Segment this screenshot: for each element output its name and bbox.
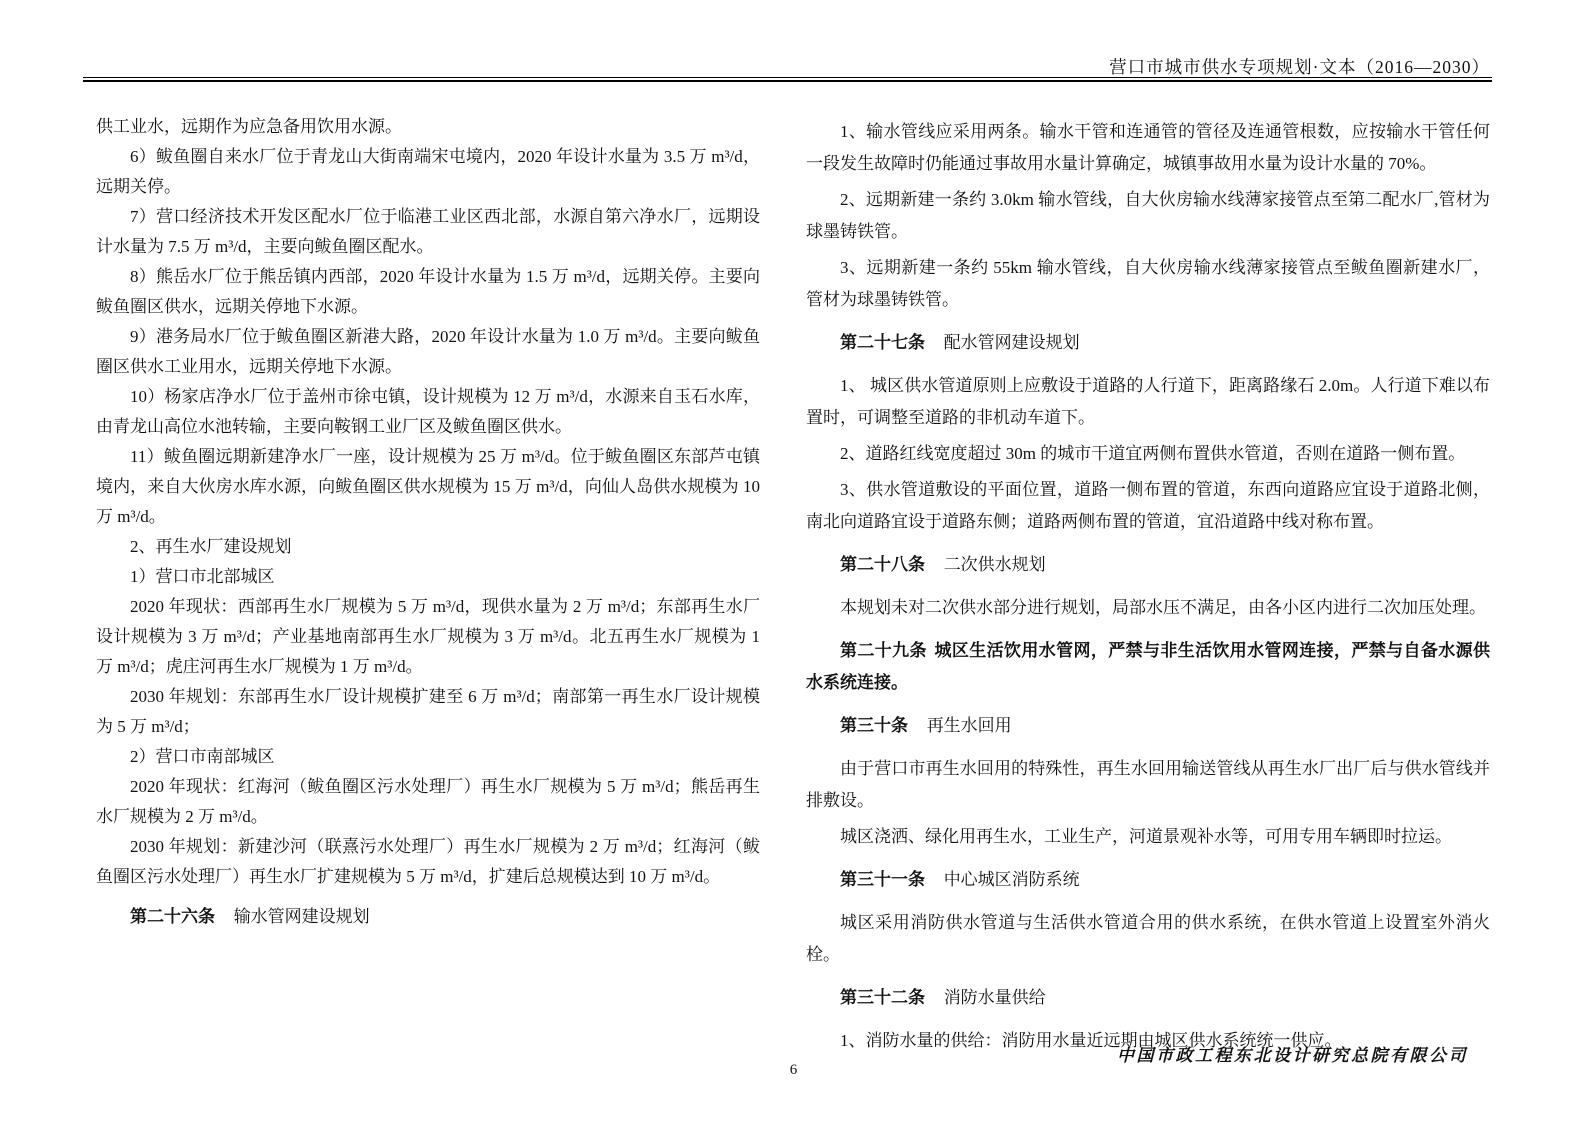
paragraph: 3、供水管道敷设的平面位置，道路一侧布置的管道，东西向道路应宜设于道路北侧，南北向道路宜设于道路东侧；道路两侧布置的管道，宜沿道路中线对称布置。 bbox=[806, 480, 1490, 531]
article-heading bbox=[806, 635, 1490, 699]
paragraph: 2020 年现状：西部再生水厂规模为 5 万 m³/d，现供水量为 2 万 m³/d；东部再生水厂设计规模为 3 万 m³/d；产业基地南部再生水厂规模为 3 万 m³/d。北五再生水厂规模为 1 万 m³/d；虎庄河再生水厂规模为 1 万 m³/d。 bbox=[96, 597, 760, 676]
paragraph: 9）港务局水厂位于鲅鱼圈区新港大路，2020 年设计水量为 1.0 万 m³/d。主要向鲅鱼圈区供水工业用水，远期关停地下水源。 bbox=[96, 327, 760, 376]
article-title: 配水管网建设规划 bbox=[943, 333, 1080, 352]
article-number: 第二十六条 bbox=[130, 907, 215, 926]
paragraph: 1、输水管线应采用两条。输水干管和连通管的管径及连通管根数，应按输水干管任何一段发生故障时仍能通过事故用水量计算确定，城镇事故用水量为设计水量的 70%。 bbox=[806, 122, 1490, 173]
page-number: 6 bbox=[789, 1062, 798, 1078]
paragraph: 本规划未对二次供水部分进行规划，局部水压不满足，由各小区内进行二次加压处理。 bbox=[840, 598, 1486, 617]
article-title: 再生水回用 bbox=[926, 716, 1012, 735]
paragraph: 城区采用消防供水管道与生活供水管道合用的供水系统，在供水管道上设置室外消火栓。 bbox=[806, 913, 1490, 964]
article-title: 输水管网建设规划 bbox=[233, 907, 370, 926]
paragraph: 供工业水，远期作为应急备用饮用水源。 bbox=[96, 117, 402, 136]
paragraph: 1）营口市北部城区 bbox=[130, 567, 275, 586]
paragraph: 3、远期新建一条约 55km 输水管线，自大伙房输水线薄家接管点至鲅鱼圈新建水厂，管材为球墨铸铁管。 bbox=[806, 258, 1490, 309]
article-number: 第二十九条 bbox=[840, 641, 927, 660]
paragraph: 2020 年现状：红海河（鲅鱼圈区污水处理厂）再生水厂规模为 5 万 m³/d；熊岳再生水厂规模为 2 万 m³/d。 bbox=[96, 777, 760, 826]
article-number: 第三十一条 bbox=[840, 870, 925, 889]
article-number: 第三十二条 bbox=[840, 988, 925, 1007]
article-title: 二次供水规划 bbox=[943, 555, 1046, 574]
paragraph: 1、 城区供水管道原则上应敷设于道路的人行道下，距离路缘石 2.0m。人行道下难以布置时，可调整至道路的非机动车道下。 bbox=[806, 376, 1490, 427]
article-heading bbox=[806, 549, 1490, 581]
article-heading bbox=[806, 327, 1490, 359]
paragraph: 7）营口经济技术开发区配水厂位于临港工业区西北部，水源自第六净水厂，远期设计水量为 7.5 万 m³/d，主要向鲅鱼圈区配水。 bbox=[96, 207, 760, 256]
article-heading bbox=[806, 982, 1490, 1014]
right-column bbox=[806, 112, 1490, 1061]
article-heading bbox=[96, 902, 760, 932]
article-title: 消防水量供给 bbox=[943, 988, 1046, 1007]
footer-company-name: 中国市政工程东北设计研究总院有限公司 bbox=[1117, 1046, 1468, 1065]
paragraph: 2）营口市南部城区 bbox=[130, 747, 275, 766]
paragraph: 2、再生水厂建设规划 bbox=[130, 537, 292, 556]
paragraph: 2030 年规划：东部再生水厂设计规模扩建至 6 万 m³/d；南部第一再生水厂设计规模为 5 万 m³/d； bbox=[96, 687, 760, 736]
paragraph: 城区浇洒、绿化用再生水，工业生产，河道景观补水等，可用专用车辆即时拉运。 bbox=[840, 827, 1452, 846]
page-header-title: 营口市城市供水专项规划·文本（2016—2030） bbox=[1109, 57, 1490, 77]
article-heading bbox=[806, 710, 1490, 742]
paragraph: 2、道路红线宽度超过 30m 的城市干道宜两侧布置供水管道，否则在道路一侧布置。 bbox=[840, 444, 1466, 463]
two-column-body bbox=[96, 112, 1490, 1061]
article-number: 第三十条 bbox=[840, 716, 908, 735]
paragraph: 10）杨家店净水厂位于盖州市徐屯镇，设计规模为 12 万 m³/d，水源来自玉石水库，由青龙山高位水池转输，主要向鞍钢工业厂区及鲅鱼圈区供水。 bbox=[96, 387, 760, 436]
article-title: 城区生活饮用水管网，严禁与非生活饮用水管网连接，严禁与自备水源供水系统连接。 bbox=[806, 641, 1491, 692]
paragraph: 2、远期新建一条约 3.0km 输水管线，自大伙房输水线薄家接管点至第二配水厂,管材为球墨铸铁管。 bbox=[806, 190, 1490, 241]
article-number: 第二十八条 bbox=[840, 555, 925, 574]
paragraph: 8）熊岳水厂位于熊岳镇内西部，2020 年设计水量为 1.5 万 m³/d，远期关停。主要向鲅鱼圈区供水，远期关停地下水源。 bbox=[96, 267, 760, 316]
header-divider bbox=[83, 77, 1492, 82]
paragraph: 1、消防水量的供给：消防用水量近远期由城区供水系统统一供应。 bbox=[840, 1031, 1342, 1050]
article-title: 中心城区消防系统 bbox=[943, 870, 1080, 889]
article-number: 第二十七条 bbox=[840, 333, 925, 352]
paragraph: 11）鲅鱼圈远期新建净水厂一座，设计规模为 25 万 m³/d。位于鲅鱼圈区东部芦屯镇境内，来自大伙房水库水源，向鲅鱼圈区供水规模为 15 万 m³/d，向仙人岛供水规模为 10 万 m³/d。 bbox=[96, 447, 760, 526]
paragraph: 2030 年规划：新建沙河（联熹污水处理厂）再生水厂规模为 2 万 m³/d；红海河（鲅鱼圈区污水处理厂）再生水厂扩建规模为 5 万 m³/d，扩建后总规模达到 10 万 m³/d。 bbox=[96, 837, 760, 886]
paragraph: 由于营口市再生水回用的特殊性，再生水回用输送管线从再生水厂出厂后与供水管线并排敷设。 bbox=[806, 759, 1490, 810]
left-column bbox=[96, 112, 760, 1061]
paragraph: 6）鲅鱼圈自来水厂位于青龙山大街南端宋屯境内，2020 年设计水量为 3.5 万 m³/d，远期关停。 bbox=[96, 147, 760, 196]
article-heading bbox=[806, 864, 1490, 896]
